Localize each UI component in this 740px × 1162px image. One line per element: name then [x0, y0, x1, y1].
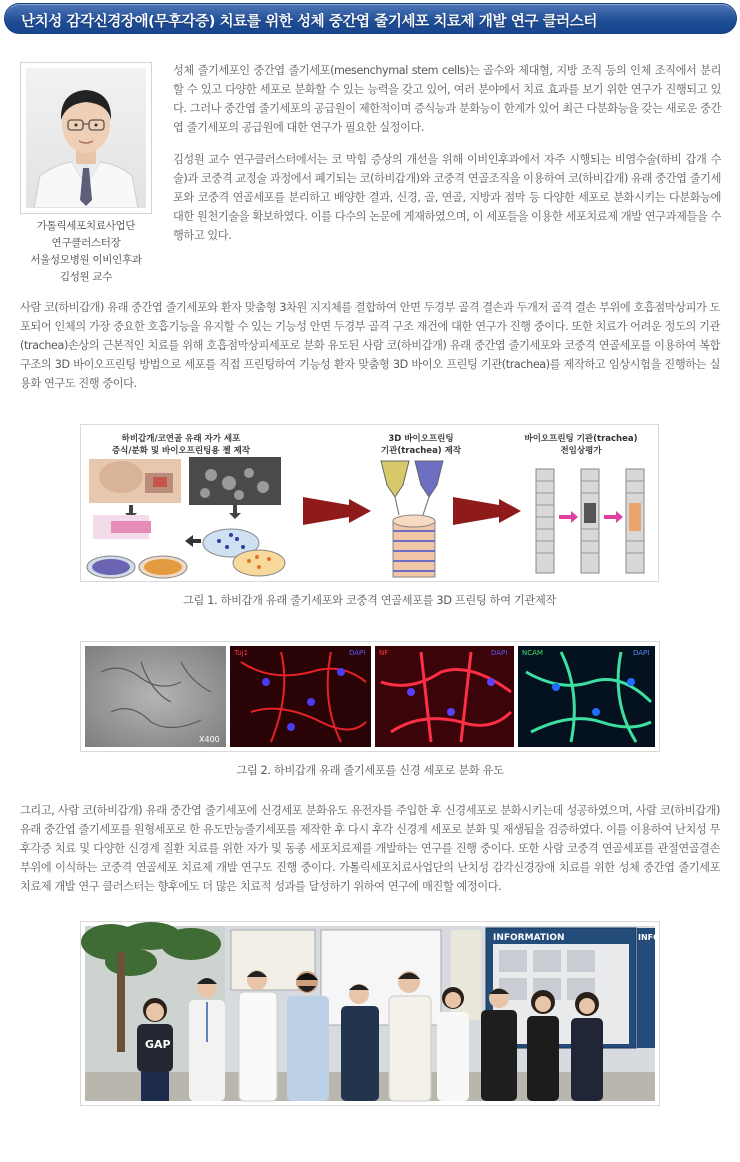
dapi-label-3: DAPI: [633, 649, 650, 657]
neuron-micrographs: [81, 642, 659, 751]
panel-3-title-line-1: 바이오프린팅 기관(trachea): [524, 434, 638, 444]
panel-3-title-line-2: 전임상평가: [560, 446, 602, 456]
caption-organization: 가톨릭세포치료사업단: [36, 220, 136, 232]
info-sign-2: INFO: [638, 933, 659, 942]
dapi-label-2: DAPI: [491, 649, 508, 657]
caption-name: 김성원 교수: [59, 271, 113, 283]
tuj1-label: Tuj1: [234, 649, 249, 657]
magnification-label: X400: [199, 735, 220, 744]
ncam-panel: [518, 646, 655, 747]
phase-contrast-panel: [85, 646, 226, 747]
trachea-paragraph: 사람 코(하비갑개) 유래 중간엽 줄기세포와 환자 맞춤형 3차원 지지체를 결합하여 안면 두경부 골격 결손과 두개저 골격 결손 부위에 호흡점막상피가 도포되어 인체의 가장 중요한 호흡기능을 유지할 수 있는 기능성 안면 두경부 골격 구조 재건에 대한 연구가 진행 중이다. 또한 치료가 어려운 정도의 기관(trachea)손상의 근본적인 치료를 위해 호흡점막상피세포로 분화 유도된 사람 코(하비갑개) 유래 중간엽 줄기세포와 코중격 연골세포를 이용하여 복합 구조의 3D 바이오프린팅 방법으로 세포를 직접 프린팅하여 기능성 환자 맞춤형 3D 바이오 프린팅 기관(trachea)를 제작하고 임상시험을 진행하는 실용화 연구도 진행 중이다.: [20, 301, 720, 390]
panel-2-title-line-1: 3D 바이오프린팅: [388, 434, 454, 444]
information-sign: INFORMATION: [493, 933, 565, 943]
nf-panel: [375, 646, 514, 747]
figure-1-caption: 그림 1. 하비갑개 유래 줄기세포와 코중격 연골세포를 3D 프린팅 하여 기관제작: [183, 594, 556, 607]
dapi-label-1: DAPI: [349, 649, 366, 657]
caption-department: 서울성모병원 이비인후과: [30, 254, 142, 266]
figure-2-micrographs: [80, 641, 660, 752]
professor-portrait: [20, 62, 152, 214]
intro-paragraph: 성체 줄기세포인 중간엽 줄기세포(mesenchymal stem cells)는 골수와 제대혈, 지방 조직 등의 인체 조직에서 분리할 수 있고 다양한 세포로 분화할 수 있는 능력을 갖고 있어, 여러 분야에서 치료 효과를 보기 위한 연구가 진행되고 있다. 그러나 중간엽 줄기세포의 공급원이 제한적이며 증식능과 분화능이 한계가 있어 최근 다분화능을 갖는 새로운 중간엽 줄기세포의 공급원에 대한 연구가 필요한 실정이다.: [173, 64, 721, 134]
bioprinting-diagram: [81, 425, 658, 581]
research-team-photo: [81, 922, 659, 1105]
printed-trachea-cylinder: [393, 515, 435, 577]
portrait-caption: [14, 218, 158, 286]
title-banner: [4, 3, 737, 34]
panel-1-title-line-1: 하비갑개/코연골 유래 자가 세포: [121, 434, 241, 444]
portrait-image: [26, 68, 146, 208]
figure-1-diagram: [80, 424, 659, 582]
ncam-label: NCAM: [522, 649, 543, 657]
gap-shirt-text: GAP: [145, 1038, 171, 1051]
group-photo-frame: [80, 921, 660, 1106]
figure-2-caption: 그림 2. 하비갑개 유래 줄기세포를 신경 세포로 분화 유도: [236, 764, 504, 777]
nf-label: NF: [379, 649, 389, 657]
page-title: 난치성 감각신경장애(무후각증) 치료를 위한 성체 중간엽 줄기세포 치료제 개발 연구 클러스터: [21, 14, 597, 30]
caption-role: 연구클러스터장: [51, 237, 121, 249]
panel-2-title-line-2: 기관(trachea) 제작: [380, 446, 462, 456]
research-paragraph: 김성원 교수 연구클러스터에서는 코 막힘 증상의 개선을 위해 이비인후과에서 자주 시행되는 비염수술(하비 갑개 수술)과 코중격 교정술 과정에서 폐기되는 코(하비갑개)와 코중격 연골조직을 이용하여 코(하비갑개) 유래 중간엽 줄기세포와 코중격 연골세포를 분리하고 배양한 결과, 신경, 골, 연골, 지방과 점막 등 다양한 세포로 분화시키는 다분화능에 대한 원천기술을 확보하였다. 이를 다수의 논문에 게재하였으며, 이 세포들을 이용한 세포치료제 개발 연구과제들을 수행하고 있다.: [173, 153, 721, 242]
tuj1-panel: [230, 646, 371, 747]
neuron-paragraph: 그리고, 사람 코(하비갑개) 유래 중간엽 줄기세포에 신경세포 분화유도 유전자를 주입한 후 신경세포로 분화시키는데 성공하였으며, 사람 코(하비갑개) 유래 중간엽 줄기세포를 원형세포로 한 유도만능줄기세포를 제작한 후 다시 후각 신경계 세포로 분화 및 재생됨을 검증하였다. 이를 이용하여 난치성 무후각증 치료 및 다양한 신경계 질환 치료를 위한 자가 및 동종 세포치료제를 개발하는 연구를 진행 중이다. 또한 사람 코중격 연골세포를 관절연골결손 부위에 이식하는 코중격 연골세포 치료제 개발 연구도 진행 중이다. 가톨릭세포치료사업단의 난치성 감각신경장애 치료를 위한 성체 중간엽 줄기세포 치료제 개발 연구 클러스터는 향후에도 더 많은 치료적 성과를 달성하기 위하여 연구에 매진할 예정이다.: [20, 804, 720, 893]
panel-1-title-line-2: 증식/분화 및 바이오프린팅용 젤 제작: [111, 446, 251, 456]
